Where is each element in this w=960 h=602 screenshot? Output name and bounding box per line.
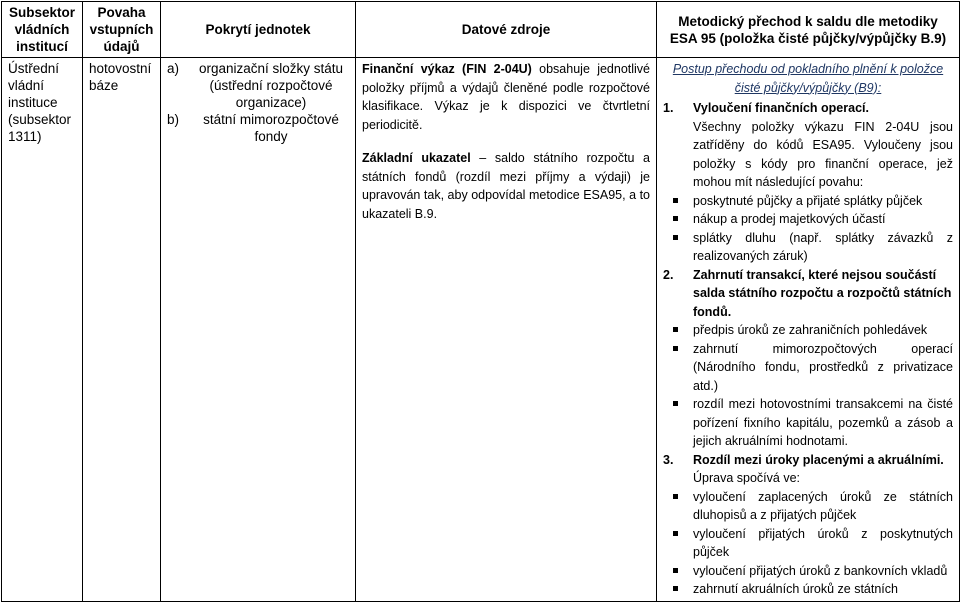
sources-p1-bold: Finanční výkaz (FIN 2-04U) xyxy=(362,62,532,76)
units-cell xyxy=(161,58,356,602)
bullet-icon xyxy=(663,395,693,451)
unit-item xyxy=(167,111,349,145)
list-item: předpis úroků ze zahraničních pohledávek xyxy=(663,321,953,340)
list-item: rozdíl mezi hotovostními transakcemi na čisté pořízení fixního kapitálu, pozemků a zásob a jejich akruálními hodnotami. xyxy=(663,395,953,451)
method-cell xyxy=(657,58,960,602)
unit-label: b) xyxy=(167,112,180,127)
bullet-icon xyxy=(663,488,693,525)
sources-cell xyxy=(356,58,657,602)
method-step-3 xyxy=(663,451,953,470)
list-item: vyloučení přijatých úroků z poskytnutých půjček xyxy=(663,525,953,562)
table-row xyxy=(2,58,960,602)
list-item: vyloučení přijatých úroků z bankovních vkladů xyxy=(663,562,953,581)
nature-text: hotovostní báze xyxy=(89,61,152,93)
sources-paragraph-1 xyxy=(362,60,650,134)
header-sources: Datové zdroje xyxy=(356,2,657,58)
sector-text: Ústřední vládní instituce (subsektor 1311) xyxy=(8,61,72,144)
unit-label: a) xyxy=(167,61,180,76)
step-text: Všechny položky výkazu FIN 2-04U jsou zatříděny do kódů ESA95. Vyloučeny jsou položky s kódy pro finanční operace, jež mohou mít následující povahu: xyxy=(693,119,953,189)
step-title: Rozdíl mezi úroky placenými a akruálními. xyxy=(693,452,944,467)
sources-paragraph-2 xyxy=(362,149,650,223)
header-sector: Subsektor vládních institucí xyxy=(2,2,83,58)
unit-text: organizační složky státu (ústřední rozpočtové organizace) xyxy=(198,61,344,110)
list-item: poskytnuté půjčky a přijaté splátky půjček xyxy=(663,192,953,211)
methodology-table xyxy=(1,1,960,602)
nature-cell xyxy=(83,58,161,602)
sector-cell xyxy=(2,58,83,602)
unit-text: státní mimorozpočtové fondy xyxy=(203,112,339,144)
method-step-2 xyxy=(663,266,953,322)
step-number: 3. xyxy=(663,452,674,467)
header-nature: Povaha vstupních údajů xyxy=(83,2,161,58)
bullet-icon xyxy=(663,340,693,396)
header-row xyxy=(2,2,960,58)
list-item: zahrnutí akruálních úroků ze státních xyxy=(663,580,953,599)
step-title: Zahrnutí transakcí, které nejsou součástí salda státního rozpočtu a rozpočtů státních fondů. xyxy=(693,267,952,319)
header-units: Pokrytí jednotek xyxy=(161,2,356,58)
step-number: 1. xyxy=(663,101,674,115)
bullet-icon xyxy=(663,229,693,266)
bullet-icon xyxy=(663,321,693,340)
sources-p2-text: – saldo státního rozpočtu a státních fondů (rozdíl mezi příjmy a výdaji) je upravován tak, aby odpovídal metodice ESA95, a to ukazateli B.9. xyxy=(362,151,650,221)
bullet-icon xyxy=(663,525,693,562)
method-title: Postup přechodu od pokladního plnění k položce čisté půjčky/výpůjčky (B9): xyxy=(672,62,944,95)
sources-p1-text: obsahuje jednotlivé položky příjmů a výdajů členěné podle rozpočtové klasifikace. Výkaz je k dispozici ve čtvrtletní periodicitě. xyxy=(362,62,651,132)
step-title: Vyloučení finančních operací. xyxy=(693,101,869,115)
list-item: zahrnutí mimorozpočtových operací (Národního fondu, prostředků z privatizace atd.) xyxy=(663,340,953,396)
method-step-1 xyxy=(663,99,953,118)
list-item: nákup a prodej majetkových účastí xyxy=(663,210,953,229)
bullet-icon xyxy=(663,580,693,599)
bullet-icon xyxy=(663,192,693,211)
unit-item xyxy=(167,60,349,111)
list-item: splátky dluhu (např. splátky závazků z realizovaných záruk) xyxy=(663,229,953,266)
step-number: 2. xyxy=(663,267,674,282)
list-item: vyloučení zaplacených úroků ze státních dluhopisů a z přijatých půjček xyxy=(663,488,953,525)
header-method: Metodický přechod k saldu dle metodiky ESA 95 (položka čisté půjčky/výpůjčky B.9) xyxy=(657,2,960,58)
step-text: Úprava spočívá ve: xyxy=(693,471,800,485)
bullet-icon xyxy=(663,562,693,581)
sources-p2-bold: Základní ukazatel xyxy=(362,151,471,165)
bullet-icon xyxy=(663,210,693,229)
